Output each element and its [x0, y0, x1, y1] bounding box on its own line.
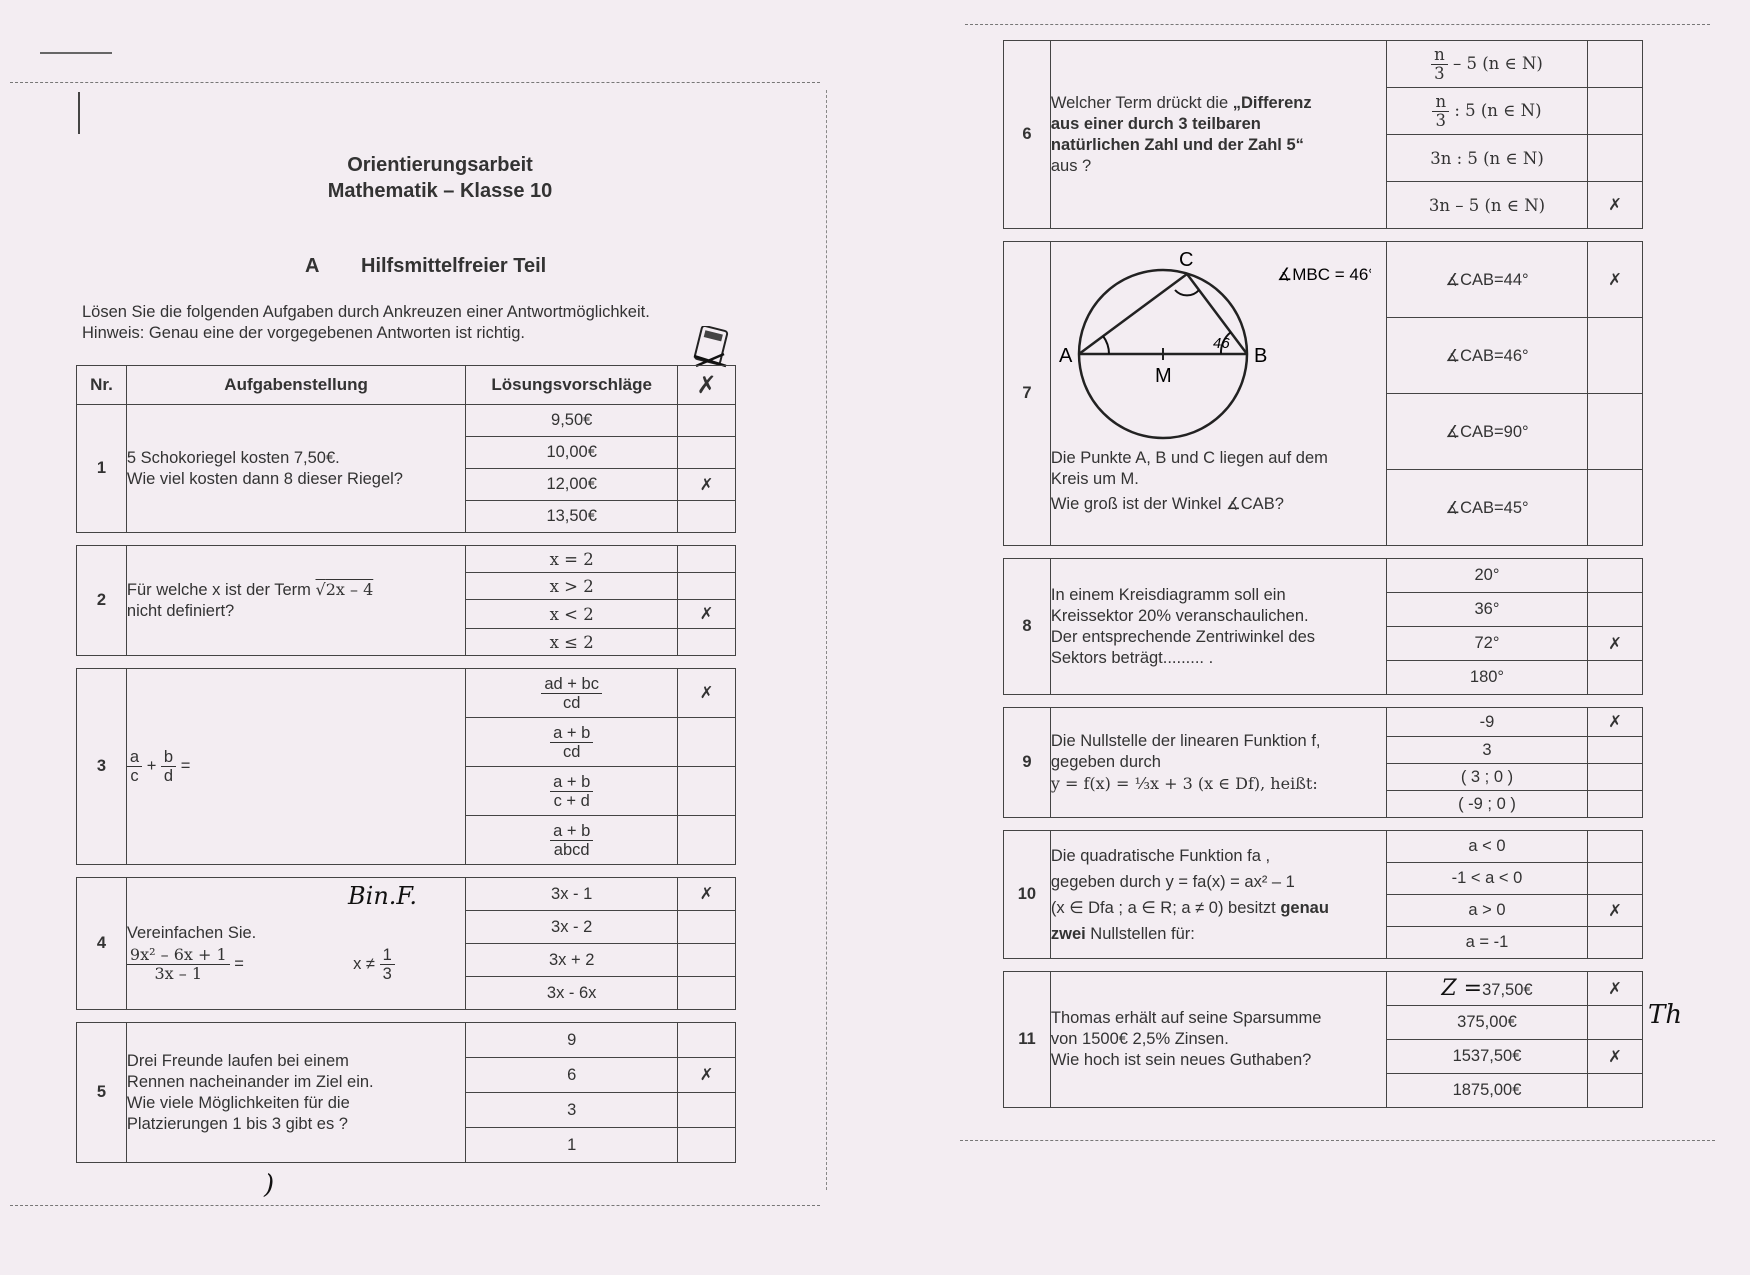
- q3-numerator: b: [161, 748, 176, 767]
- q6-option-den: 3: [1435, 110, 1446, 130]
- q7-label-m: M: [1154, 365, 1172, 387]
- q3-checkbox[interactable]: [678, 816, 736, 865]
- q4-cond-num: 1: [380, 946, 395, 965]
- q5-line: Drei Freunde laufen bei einem: [126, 1051, 349, 1070]
- q4-option: 3x - 6x: [466, 977, 678, 1010]
- q1-number: 1: [77, 405, 127, 533]
- q11-line: von 1500€ 2,5% Zinsen.: [1050, 1030, 1229, 1048]
- fold-line-left: [10, 82, 820, 83]
- q6-option-num: n: [1432, 93, 1449, 112]
- q3-option-num: a + b: [550, 822, 593, 841]
- q5-checkbox-checked[interactable]: ✗: [678, 1058, 736, 1093]
- handwritten-note-th: Th: [1648, 1000, 1683, 1030]
- header-task: Aufgabenstellung: [126, 366, 465, 405]
- q5-checkbox[interactable]: [678, 1128, 736, 1163]
- q1-line: 5 Schokoriegel kosten 7,50€.: [126, 448, 340, 467]
- q8-checkbox[interactable]: [1588, 661, 1643, 695]
- q1-option: 10,00€: [466, 437, 678, 469]
- q5-line: Platzierungen 1 bis 3 gibt es ?: [126, 1114, 348, 1133]
- q7-label-c: C: [1178, 249, 1194, 271]
- q8-line: Der entsprechende Zentriwinkel des: [1050, 627, 1315, 646]
- q7-line: Wie groß ist der Winkel ∡CAB?: [1050, 495, 1284, 513]
- q3-option: [466, 669, 678, 718]
- q5-number: 5: [77, 1023, 127, 1163]
- q10-option: -1 < a < 0: [1386, 863, 1587, 895]
- q4-numerator: 9x² – 6x + 1: [127, 946, 230, 965]
- q4-condition: x ≠: [353, 954, 375, 973]
- q6-bold: aus einer durch 3 teilbaren: [1050, 114, 1261, 133]
- q9-checkbox[interactable]: [1588, 791, 1643, 818]
- q9-checkbox-checked[interactable]: ✗: [1588, 708, 1643, 737]
- q7-label-a: A: [1058, 345, 1073, 367]
- q5-checkbox[interactable]: [678, 1093, 736, 1128]
- q7-angle-arc-a: [1103, 336, 1109, 354]
- q11-option-value: 37,50€: [1482, 981, 1533, 999]
- q5-option: 6: [466, 1058, 678, 1093]
- tasks-table-left: [76, 365, 736, 1163]
- q7-checkbox[interactable]: [1588, 394, 1643, 470]
- q2-checkbox[interactable]: [678, 546, 736, 573]
- q5-option: 3: [466, 1093, 678, 1128]
- q9-option: -9: [1386, 708, 1587, 737]
- q3-number: 3: [77, 669, 127, 865]
- q3-plus: +: [146, 756, 157, 775]
- q7-option: ∡CAB=90°: [1386, 394, 1587, 470]
- q11-checkbox[interactable]: [1588, 1074, 1643, 1108]
- q11-option: [1386, 972, 1587, 1006]
- q9-task: [1050, 708, 1386, 818]
- q1-checkbox[interactable]: [678, 405, 736, 437]
- q6-task: [1050, 41, 1386, 229]
- header-mark: ✗: [678, 366, 736, 405]
- q2-option: x < 2: [466, 600, 678, 629]
- q9-checkbox[interactable]: [1588, 737, 1643, 764]
- q6-option-rest: – 5 (n ∈ N): [1452, 53, 1543, 73]
- q11-option: 375,00€: [1386, 1006, 1587, 1040]
- q3-task: [126, 669, 465, 865]
- q7-line: Kreis um M.: [1050, 470, 1139, 488]
- q10-checkbox-checked[interactable]: ✗: [1588, 895, 1643, 927]
- q4-equals: =: [234, 954, 244, 973]
- center-fold: [826, 90, 827, 1190]
- q10-option: a < 0: [1386, 831, 1587, 863]
- scan-mark: [40, 52, 112, 54]
- q11-task: [1050, 972, 1386, 1108]
- q3-numerator: a: [127, 748, 142, 767]
- tasks-table-right: [1003, 40, 1643, 1108]
- q11-number: 11: [1004, 972, 1051, 1108]
- instruction-line: Lösen Sie die folgenden Aufgaben durch Ankreuzen einer Antwortmöglichkeit.: [82, 303, 650, 321]
- q2-checkbox-checked[interactable]: ✗: [678, 600, 736, 629]
- row-gap: [1004, 546, 1643, 559]
- q9-number: 9: [1004, 708, 1051, 818]
- q4-line: Vereinfachen Sie.: [126, 923, 257, 942]
- q10-checkbox[interactable]: [1588, 863, 1643, 895]
- q7-handwritten-46: 46: [1212, 335, 1230, 352]
- q2-sqrt-term: √2x – 4: [315, 580, 374, 599]
- section-title: Hilfsmittelfreier Teil: [361, 255, 547, 277]
- q4-checkbox[interactable]: [678, 944, 736, 977]
- q9-option: 3: [1386, 737, 1587, 764]
- q3-option-den: cd: [562, 742, 581, 761]
- q2-checkbox[interactable]: [678, 573, 736, 600]
- q4-option: 3x + 2: [466, 944, 678, 977]
- hint-line: Hinweis: Genau eine der vorgegebenen Antworten ist richtig.: [82, 324, 526, 342]
- q10-line: (x ∈ Dfa ; a ∈ R; a ≠ 0) besitzt: [1050, 898, 1281, 917]
- q8-line: Kreissektor 20% veranschaulichen.: [1050, 606, 1309, 625]
- q2-option: x ≤ 2: [466, 629, 678, 656]
- q6-option-den: 3: [1434, 63, 1445, 83]
- q4-option: 3x - 1: [466, 878, 678, 911]
- q3-checkbox[interactable]: [678, 767, 736, 816]
- q8-checkbox-checked[interactable]: ✗: [1588, 627, 1643, 661]
- q1-option: 12,00€: [466, 469, 678, 501]
- q11-line: Wie hoch ist sein neues Guthaben?: [1050, 1051, 1312, 1069]
- q8-line: In einem Kreisdiagramm soll ein: [1050, 585, 1286, 604]
- q4-cond-den: 3: [382, 964, 392, 983]
- q6-checkbox[interactable]: [1588, 135, 1643, 182]
- q6-option: 3n : 5 (n ∈ N): [1386, 135, 1587, 182]
- q6-option: 3n – 5 (n ∈ N): [1386, 182, 1587, 229]
- q7-option: ∡CAB=46°: [1386, 318, 1587, 394]
- q5-line: Wie viele Möglichkeiten für die: [126, 1093, 350, 1112]
- q9-line: Die Nullstelle der linearen Funktion f,: [1050, 732, 1321, 750]
- header-options: Lösungsvorschläge: [466, 366, 678, 405]
- q6-bold: natürlichen Zahl und der Zahl 5“: [1050, 135, 1304, 154]
- section-heading: [305, 255, 546, 278]
- q10-number: 10: [1004, 831, 1051, 959]
- row-gap: [77, 865, 736, 878]
- q10-line: Die quadratische Funktion fa ,: [1050, 846, 1271, 865]
- q5-task: [126, 1023, 465, 1163]
- q10-checkbox[interactable]: [1588, 831, 1643, 863]
- q2-line: Für welche x ist der Term: [126, 581, 311, 599]
- q9-line: y = f(x) = ⅓x + 3 (x ∈ Df), heißt:: [1050, 774, 1318, 793]
- q6-checkbox[interactable]: [1588, 88, 1643, 135]
- q3-option-den: abcd: [553, 840, 590, 859]
- q8-line: Sektors beträgt......... .: [1050, 648, 1214, 667]
- q8-option: 180°: [1386, 661, 1587, 695]
- q7-checkbox[interactable]: [1588, 318, 1643, 394]
- q3-option: [466, 816, 678, 865]
- q8-task: [1050, 559, 1386, 695]
- row-gap: [77, 533, 736, 546]
- q8-option: 72°: [1386, 627, 1587, 661]
- section-letter: A: [305, 255, 320, 277]
- q11-line: Thomas erhält auf seine Sparsumme: [1050, 1009, 1322, 1027]
- q4-number: 4: [77, 878, 127, 1010]
- q8-checkbox[interactable]: [1588, 559, 1643, 593]
- q10-bold: genau: [1280, 898, 1329, 917]
- q2-option: x > 2: [466, 573, 678, 600]
- q10-option: a > 0: [1386, 895, 1587, 927]
- q2-task: [126, 546, 465, 656]
- q1-checkbox[interactable]: [678, 501, 736, 533]
- q3-denominator: c: [130, 767, 139, 785]
- q6-option-rest: : 5 (n ∈ N): [1454, 100, 1542, 120]
- fold-line-bottom-right: [960, 1140, 1715, 1141]
- q7-checkbox[interactable]: [1588, 470, 1643, 546]
- row-gap: [1004, 695, 1643, 708]
- q5-option: 1: [466, 1128, 678, 1163]
- q11-handwritten-z: Z =: [1441, 976, 1483, 1001]
- q7-number: 7: [1004, 242, 1051, 546]
- instructions: [82, 302, 650, 344]
- fold-line-right: [965, 24, 1710, 25]
- q2-radicand: 2x – 4: [325, 580, 374, 599]
- q6-checkbox-checked[interactable]: ✗: [1588, 182, 1643, 229]
- q6-option: [1386, 88, 1587, 135]
- q5-checkbox[interactable]: [678, 1023, 736, 1058]
- q10-line: Nullstellen für:: [1085, 924, 1195, 943]
- q10-option: a = -1: [1386, 927, 1587, 959]
- q3-option-num: a + b: [550, 773, 593, 792]
- q1-line: Wie viel kosten dann 8 dieser Riegel?: [126, 469, 403, 488]
- q7-option: ∡CAB=45°: [1386, 470, 1587, 546]
- q4-checkbox-checked[interactable]: ✗: [678, 878, 736, 911]
- row-gap: [77, 656, 736, 669]
- q3-option-den: cd: [562, 693, 581, 712]
- q11-checkbox-checked[interactable]: ✗: [1588, 1040, 1643, 1074]
- q11-checkbox[interactable]: [1588, 1006, 1643, 1040]
- q1-option: 9,50€: [466, 405, 678, 437]
- q1-checkbox-checked[interactable]: ✗: [678, 469, 736, 501]
- q3-option-num: a + b: [550, 724, 593, 743]
- q7-given-angle: ∡MBC = 46°: [1276, 265, 1371, 284]
- q6-number: 6: [1004, 41, 1051, 229]
- q3-option: [466, 718, 678, 767]
- q5-line: Rennen nacheinander im Ziel ein.: [126, 1072, 374, 1091]
- q10-task: [1050, 831, 1386, 959]
- q6-line: aus ?: [1050, 156, 1092, 175]
- q6-option: [1386, 41, 1587, 88]
- q3-checkbox-checked[interactable]: ✗: [678, 669, 736, 718]
- header-nr: Nr.: [77, 366, 127, 405]
- q2-option: x = 2: [466, 546, 678, 573]
- scan-mark-vertical: [78, 92, 80, 134]
- q8-checkbox[interactable]: [1588, 593, 1643, 627]
- q9-line: gegeben durch: [1050, 753, 1161, 771]
- row-gap: [1004, 818, 1643, 831]
- q6-line: Welcher Term drückt die: [1050, 93, 1233, 112]
- q5-option: 9: [466, 1023, 678, 1058]
- q8-option: 36°: [1386, 593, 1587, 627]
- q1-task: [126, 405, 465, 533]
- calculator-crossed-icon: [688, 326, 734, 370]
- q10-line: gegeben durch y = fa(x) = ax² – 1: [1050, 872, 1295, 891]
- q4-denominator: 3x – 1: [154, 963, 203, 983]
- fold-line-bottom-left: [10, 1205, 820, 1206]
- q9-option: ( -9 ; 0 ): [1386, 791, 1587, 818]
- q4-option: 3x - 2: [466, 911, 678, 944]
- table-header: [77, 366, 736, 405]
- row-gap: [1004, 959, 1643, 972]
- q9-option: ( 3 ; 0 ): [1386, 764, 1587, 791]
- q3-equals: =: [180, 756, 191, 775]
- q6-bold: „Differenz: [1232, 93, 1312, 112]
- row-gap: [77, 1010, 736, 1023]
- q7-line: Die Punkte A, B und C liegen auf dem: [1050, 449, 1328, 467]
- q7-circle-diagram: [1051, 242, 1371, 442]
- q1-checkbox[interactable]: [678, 437, 736, 469]
- q4-checkbox[interactable]: [678, 977, 736, 1010]
- q10-bold: zwei: [1050, 924, 1086, 943]
- q2-number: 2: [77, 546, 127, 656]
- row-gap: [1004, 229, 1643, 242]
- q3-checkbox[interactable]: [678, 718, 736, 767]
- q2-line: nicht definiert?: [126, 602, 235, 620]
- q10-checkbox[interactable]: [1588, 927, 1643, 959]
- q11-option: 1875,00€: [1386, 1074, 1587, 1108]
- q3-denominator: d: [163, 767, 174, 785]
- q7-checkbox-checked[interactable]: ✗: [1588, 242, 1643, 318]
- q8-option: 20°: [1386, 559, 1587, 593]
- q1-option: 13,50€: [466, 501, 678, 533]
- q7-label-b: B: [1253, 345, 1268, 367]
- q6-checkbox[interactable]: [1588, 41, 1643, 88]
- q6-option-num: n: [1431, 46, 1448, 65]
- q7-chord-ac: [1079, 274, 1187, 354]
- q8-number: 8: [1004, 559, 1051, 695]
- q3-option-den: c + d: [553, 791, 590, 810]
- q7-task: [1050, 242, 1386, 546]
- q3-option-num: ad + bc: [541, 675, 602, 694]
- q7-angle-arc-c: [1175, 290, 1199, 295]
- q3-option: [466, 767, 678, 816]
- q11-option: 1537,50€: [1386, 1040, 1587, 1074]
- q9-checkbox[interactable]: [1588, 764, 1643, 791]
- stray-pen-mark: ): [264, 1170, 275, 1200]
- document-title: Orientierungsarbeit Mathematik – Klasse 10: [327, 154, 553, 202]
- q11-checkbox-crossed-out[interactable]: ✗: [1588, 972, 1643, 1006]
- q4-checkbox[interactable]: [678, 911, 736, 944]
- handwritten-note-binomial: Bin.F.: [348, 882, 417, 910]
- q7-option: ∡CAB=44°: [1386, 242, 1587, 318]
- q2-checkbox[interactable]: [678, 629, 736, 656]
- q1-row: [77, 405, 736, 437]
